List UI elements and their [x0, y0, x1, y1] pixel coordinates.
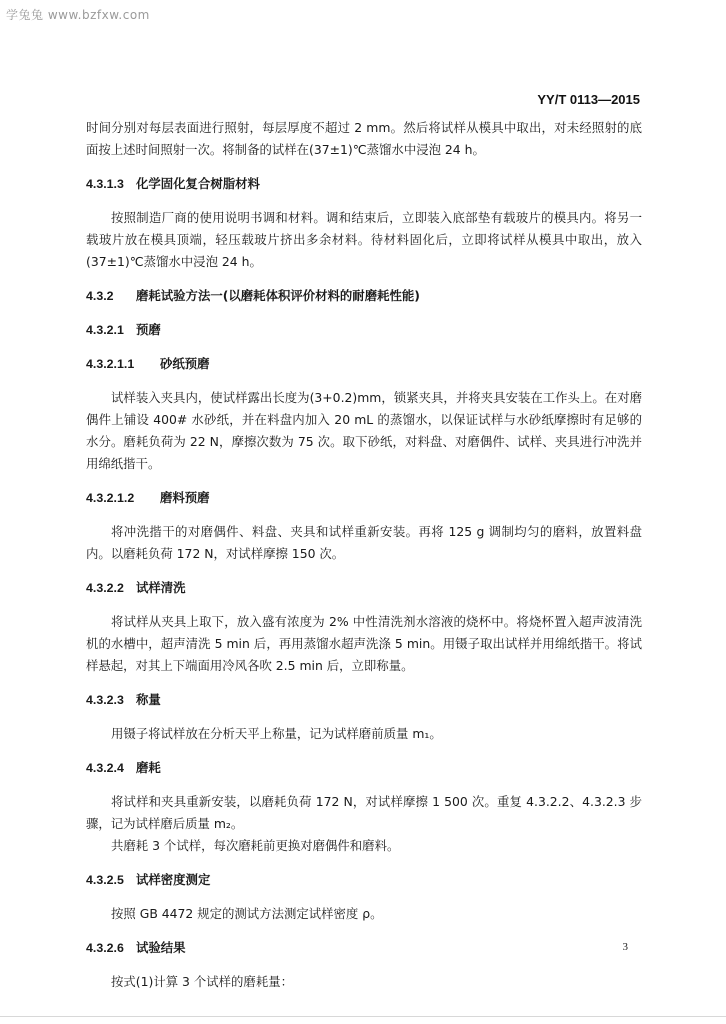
section-title: 试验结果	[136, 940, 186, 955]
page-bottom-edge	[0, 1016, 726, 1017]
paragraph: 将冲洗揩干的对磨偶件、料盘、夹具和试样重新安装。再将 125 g 调制均匀的磨料，放置料盘内。以磨耗负荷 172 N，对试样摩擦 150 次。	[86, 524, 642, 561]
section-title: 磨耗	[136, 760, 161, 775]
section-title: 试样清洗	[136, 580, 186, 595]
paragraph: 用镊子将试样放在分析天平上称量，记为试样磨前质量 m₁。	[111, 726, 442, 741]
paragraph: 将试样和夹具重新安装，以磨耗负荷 172 N，对试样摩擦 1 500 次。重复 4.3.2.2、4.3.2.3 步骤，记为试样磨后质量 m₂。	[86, 794, 642, 831]
section-title: 预磨	[136, 322, 161, 337]
standard-number-header: YY/T 0113—2015	[537, 92, 640, 107]
paragraph: 按照 GB 4472 规定的测试方法测定试样密度 ρ。	[111, 906, 383, 921]
paragraph-continued: 时间分别对每层表面进行照射，每层厚度不超过 2 mm。然后将试样从模具中取出，对未经照射的底面按上述时间照射一次。将制备的试样在(37±1)℃蒸馏水中浸泡 24 h。	[86, 120, 642, 157]
section-heading-4-3-2-5	[86, 869, 642, 891]
section-number: 4.3.1.3	[86, 177, 124, 191]
section-heading-4-3-2-3	[86, 689, 642, 711]
section-title: 磨耗试验方法一(以磨耗体积评价材料的耐磨耗性能)	[136, 288, 420, 303]
section-title: 砂纸预磨	[160, 356, 210, 371]
section-heading-4-3-2-2	[86, 577, 642, 599]
section-heading-4-3-2-4	[86, 757, 642, 779]
section-number: 4.3.2.5	[86, 873, 124, 887]
section-number: 4.3.2.1	[86, 323, 124, 337]
section-number: 4.3.2.2	[86, 581, 124, 595]
section-heading-4-3-2-1	[86, 319, 642, 341]
section-number: 4.3.2.3	[86, 693, 124, 707]
section-heading-4-3-2-6	[86, 937, 642, 959]
section-title: 试样密度测定	[136, 872, 211, 887]
section-number: 4.3.2.1.1	[86, 357, 135, 371]
section-heading-4-3-2-1-1	[86, 353, 642, 375]
paragraph: 共磨耗 3 个试样，每次磨耗前更换对磨偶件和磨料。	[111, 838, 400, 853]
document-body	[86, 117, 642, 993]
paragraph: 试样装入夹具内，使试样露出长度为(3+0.2)mm，锁紧夹具，并将夹具安装在工作头上。在对磨偶件上铺设 400# 水砂纸，并在料盘内加入 20 mL 的蒸馏水，以保证试样与水砂纸摩擦时有足够的水分。磨耗负荷为 22 N，摩擦次数为 75 次。取下砂纸，对料盘、对磨偶件、试样、夹具进行冲洗并用绵纸揩干。	[86, 390, 642, 471]
section-heading-4-3-2	[86, 285, 642, 307]
section-heading-4-3-2-1-2	[86, 487, 642, 509]
section-number: 4.3.2	[86, 289, 114, 303]
section-heading-4-3-1-3	[86, 173, 642, 195]
section-number: 4.3.2.1.2	[86, 491, 135, 505]
section-title: 化学固化复合树脂材料	[136, 176, 260, 191]
paragraph: 将试样从夹具上取下，放入盛有浓度为 2% 中性清洗剂水溶液的烧杯中。将烧杯置入超声波清洗机的水槽中，超声清洗 5 min 后，再用蒸馏水超声洗涤 5 min。用镊子取出试样并用绵纸揩干。将试样悬起，对其上下端面用冷风各吹 2.5 min 后，立即称量。	[86, 614, 642, 673]
section-title: 磨料预磨	[160, 490, 210, 505]
page-number: 3	[622, 941, 628, 953]
paragraph: 按式(1)计算 3 个试样的磨耗量：	[111, 974, 293, 989]
section-number: 4.3.2.6	[86, 941, 124, 955]
section-number: 4.3.2.4	[86, 761, 124, 775]
section-title: 称量	[136, 692, 161, 707]
watermark: 学兔兔 www.bzfxw.com	[6, 8, 150, 22]
paragraph: 按照制造厂商的使用说明书调和材料。调和结束后，立即装入底部垫有载玻片的模具内。将另一载玻片放在模具顶端，轻压载玻片挤出多余材料。待材料固化后，立即将试样从模具中取出，放入(37±1)℃蒸馏水中浸泡 24 h。	[86, 210, 642, 269]
